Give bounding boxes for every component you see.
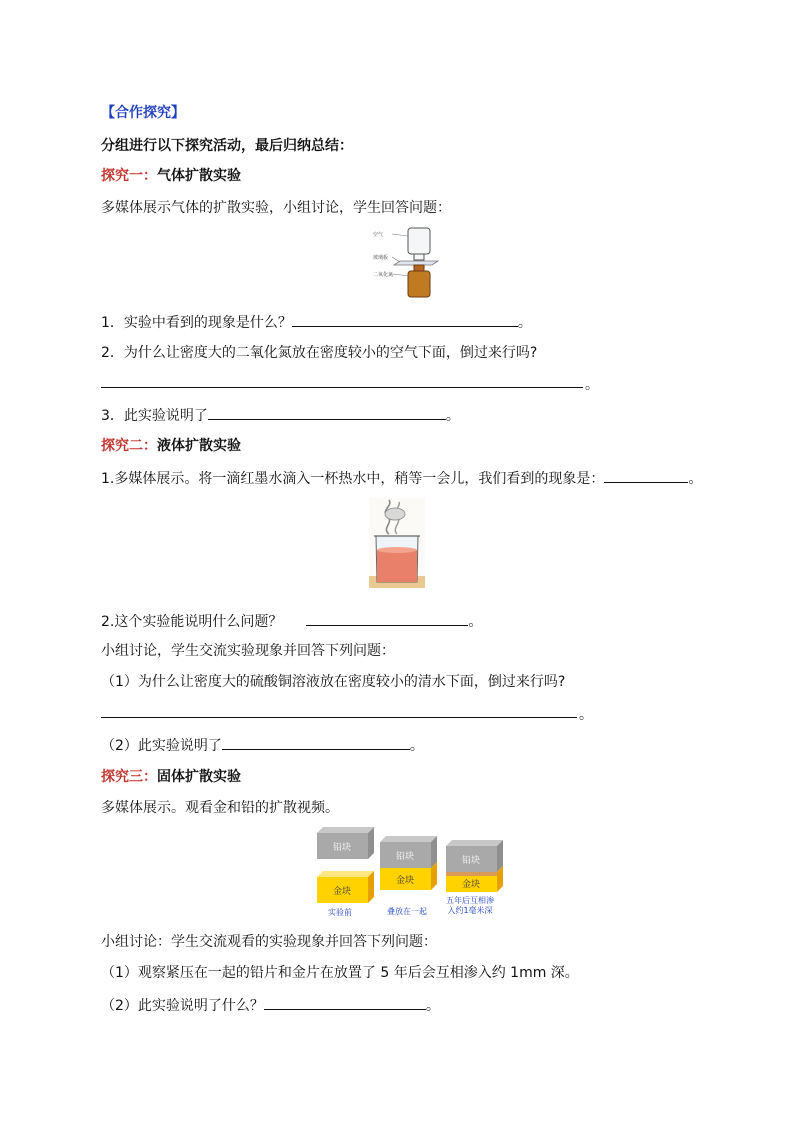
fig-label-air: 空气 [373,232,384,238]
exp2-sub-question-2 [101,735,424,756]
period: 。 [445,408,460,424]
blocks-before [317,827,374,917]
exp1-heading-title: 气体扩散实验 [157,168,241,184]
answer-line[interactable] [101,717,577,718]
period: 。 [688,471,703,487]
period: 。 [579,707,593,723]
exp1-q1-text: 1．实验中看到的现象是什么？ [101,315,292,331]
exp1-q3-text: 3．此实验说明了 [101,408,208,424]
caption-before: 实验前 [328,908,352,917]
lead-label: 铅块 [395,852,415,862]
exp1-question-2: 2．为什么让密度大的二氧化氮放在密度较小的空气下面，倒过来行吗? [101,345,538,361]
exp3-sub-question-2 [101,995,440,1016]
exp1-question-3 [101,405,460,426]
exp3-heading-title: 固体扩散实验 [157,769,241,785]
lead-label: 铅块 [332,843,352,853]
exp3-heading [101,767,241,787]
exp1-heading-label: 探究一： [101,168,157,184]
caption-after-line1: 五年后互相渗 [446,896,494,905]
caption-after-line2: 入约1毫米深 [447,906,493,915]
period: 。 [409,738,424,754]
exp3-heading-label: 探究三： [101,769,157,785]
exp3-sub-question-1: （1）观察紧压在一起的铅片和金片在放置了 5 年后会互相渗入约 1mm 深。 [101,965,579,981]
answer-line[interactable] [101,387,583,388]
exp2-sub-question-1: （1）为什么让密度大的硫酸铜溶液放在密度较小的清水下面，倒过来行吗? [101,674,566,690]
period: 。 [585,377,599,393]
answer-blank[interactable] [306,611,468,626]
exp1-description: 多媒体展示气体的扩散实验，小组讨论，学生回答问题： [101,200,451,216]
liquid-diffusion-figure [369,498,425,588]
solid-diffusion-figure [312,824,508,920]
exp1-question-1 [101,312,532,333]
exp1-heading [101,166,241,186]
period: 。 [517,315,532,331]
exp2-discussion: 小组讨论，学生交流实验现象并回答下列问题： [101,643,395,659]
gold-label: 金块 [461,880,481,890]
exp3-discussion: 小组讨论：学生交流观看的实验现象并回答下列问题： [101,934,437,950]
blocks-stacked [380,836,437,916]
fig-label-no2: 二氧化氮 [373,272,394,278]
fig-label-glass: 玻璃板 [373,255,389,261]
exp3-sub2-text: （2）此实验说明了什么？ [101,998,264,1014]
answer-blank[interactable] [222,735,410,750]
answer-blank[interactable] [208,405,446,420]
answer-blank[interactable] [604,468,688,483]
exp2-heading [101,436,241,456]
gold-label: 金块 [395,876,415,886]
gold-label: 金块 [332,887,352,897]
answer-blank[interactable] [292,312,518,327]
intro-text: 分组进行以下探究活动，最后归纳总结： [101,138,353,154]
period: 。 [425,998,440,1014]
exp2-question-1 [101,468,702,489]
gas-diffusion-figure [372,224,440,300]
exp2-heading-title: 液体扩散实验 [157,438,241,454]
period: 。 [468,614,483,630]
exp3-description: 多媒体展示。观看金和铅的扩散视频。 [101,800,339,816]
section-title: 【合作探究】 [101,105,185,121]
exp2-heading-label: 探究二： [101,438,157,454]
lead-label: 铅块 [461,856,481,866]
exp2-q2-text: 2.这个实验能说明什么问题？ [101,614,283,630]
answer-blank[interactable] [264,995,426,1010]
exp2-sub2-text: （2）此实验说明了 [101,738,222,754]
exp2-q1-text: 1.多媒体展示。将一滴红墨水滴入一杯热水中，稍等一会儿，我们看到的现象是： [101,471,605,487]
exp2-question-2 [101,611,482,632]
blocks-after [446,840,503,915]
caption-stacked: 叠放在一起 [387,907,427,916]
